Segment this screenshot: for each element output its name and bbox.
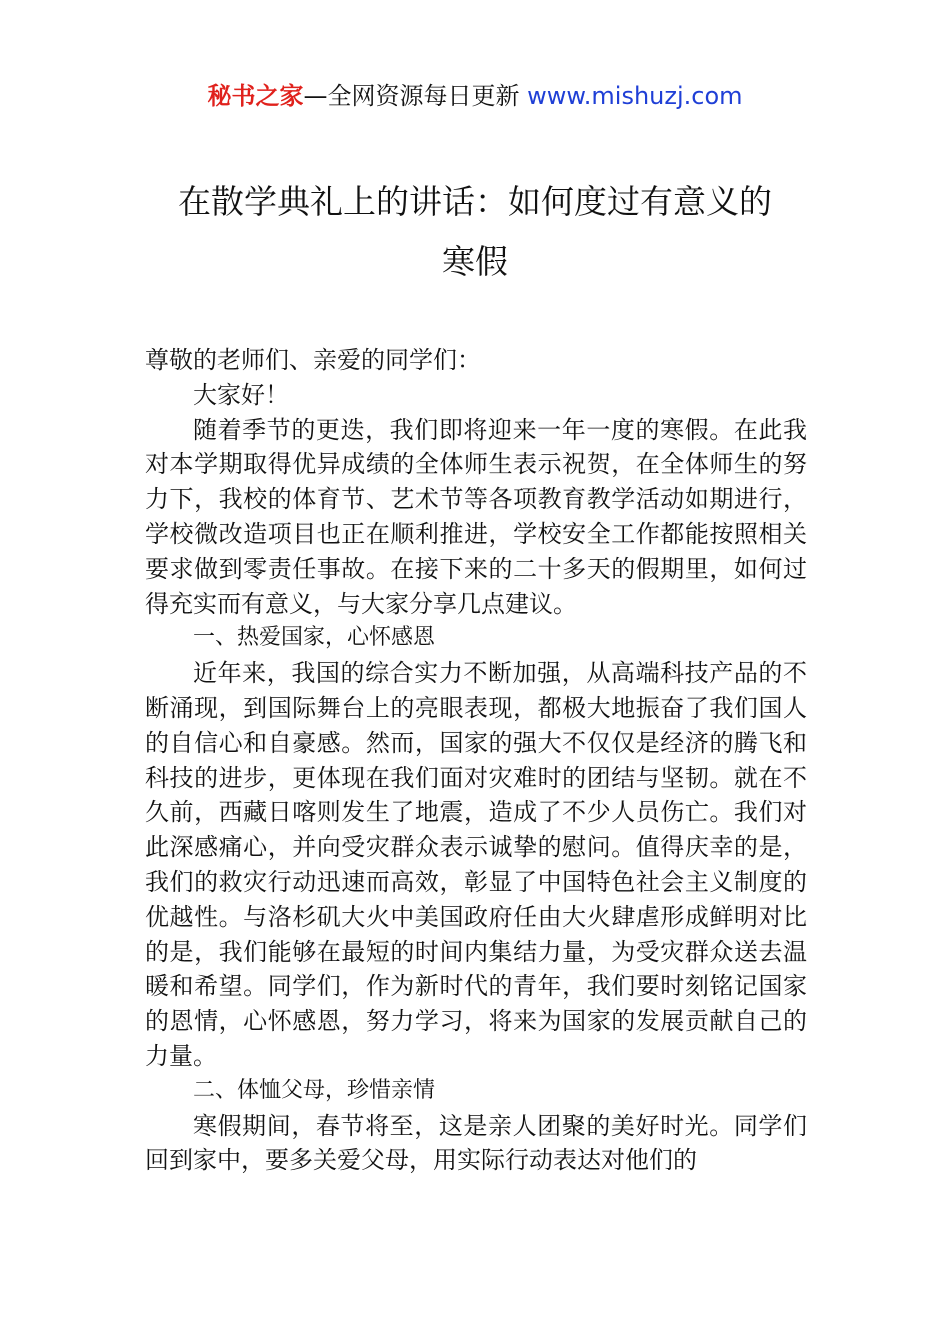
section-heading-1: 一、热爱国家，心怀感恩 (193, 625, 436, 651)
title-line-1: 在散学典礼上的讲话：如何度过有意义的 (178, 182, 772, 221)
site-slogan: —全网资源每日更新 (303, 82, 520, 110)
greeting: 大家好！ (193, 380, 289, 409)
site-brand: 秘书之家 (207, 82, 304, 110)
section-heading-2: 二、体恤父母，珍惜亲情 (193, 1077, 436, 1103)
title-line-2: 寒假 (442, 242, 508, 281)
paragraph-section-2: 寒假期间，春节将至，这是亲人团聚的美好时光。同学们回到家中，要多关爱父母，用实际行动表达对他们的 (145, 1111, 807, 1175)
paragraph-section-1: 近年来，我国的综合实力不断加强，从高端科技产品的不断涌现，到国际舞台上的亮眼表现，都极大地振奋了我们国人的自信心和自豪感。然而，国家的强大不仅仅是经济的腾飞和科技的进步，更体现在我们面对灾难时的团结与坚韧。就在不久前，西藏日喀则发生了地震，造成了不少人员伤亡。我们对此深感痛心，并向受灾群众表示诚挚的慰问。值得庆幸的是，我们的救灾行动迅速而高效，彰显了中国特色社会主义制度的优越性。与洛杉矶大火中美国政府任由大火肆虐形成鲜明对比的是，我们能够在最短的时间内集结力量，为受灾群众送去温暖和希望。同学们，作为新时代的青年，我们要时刻铭记国家的恩情，心怀感恩，努力学习，将来为国家的发展贡献自己的力量。 (145, 659, 807, 1070)
document-body (145, 343, 807, 1178)
document-title (120, 172, 830, 292)
site-header (0, 80, 950, 112)
paragraph-intro: 随着季节的更迭，我们即将迎来一年一度的寒假。在此我对本学期取得优异成绩的全体师生表示祝贺，在全体师生的努力下，我校的体育节、艺术节等各项教育教学活动如期进行，学校微改造项目也正在顺利推进，学校安全工作都能按照相关要求做到零责任事故。在接下来的二十多天的假期里，如何过得充实而有意义，与大家分享几点建议。 (145, 415, 807, 618)
site-url-link[interactable]: www.mishuzj.com (527, 82, 743, 110)
salutation: 尊敬的老师们、亲爱的同学们： (145, 346, 481, 374)
